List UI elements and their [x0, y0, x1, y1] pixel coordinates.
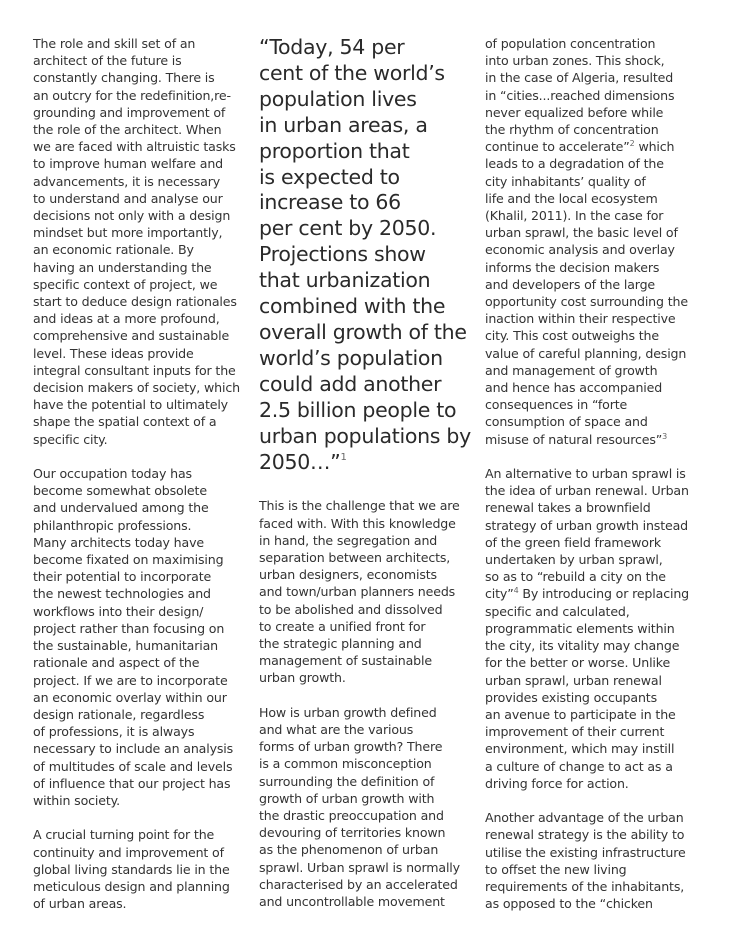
- text-line: city inhabitants’ quality of: [485, 173, 646, 189]
- text-line: sprawl. Urban sprawl is normally: [259, 859, 460, 875]
- footnote-ref[interactable]: 3: [662, 431, 668, 441]
- column-right: [485, 35, 705, 930]
- text-line: decisions not only with a design: [33, 208, 231, 224]
- text-line: to offset the new living: [485, 861, 627, 877]
- quote-line: per cent by 2050.: [259, 216, 437, 241]
- text-line: specific and calculated,: [485, 603, 630, 619]
- text-line: of population concentration: [485, 36, 656, 51]
- text-line: A crucial turning point for the: [33, 827, 215, 843]
- text-line: in the case of Algeria, resulted: [485, 70, 674, 86]
- text-segment: city”: [485, 586, 514, 602]
- text-segment: which: [634, 139, 675, 155]
- text-line: decision makers of society, which: [33, 380, 240, 396]
- quote-line: “Today, 54 per: [259, 35, 405, 59]
- text-line: devouring of territories known: [259, 825, 446, 841]
- quote-line: that urbanization: [259, 268, 431, 293]
- column-left: [33, 35, 248, 930]
- paragraph-occupation: [33, 465, 248, 809]
- quote-line: 2.5 billion people to: [259, 397, 457, 422]
- text-line: specific context of project, we: [33, 276, 218, 292]
- text-line: comprehensive and sustainable: [33, 328, 230, 344]
- text-line: strategy of urban growth instead: [485, 517, 688, 533]
- text-line: of urban areas.: [33, 896, 127, 912]
- text-line: programmatic elements within: [485, 620, 675, 636]
- text-line: of professions, it is always: [33, 724, 195, 740]
- text-line: improvement of their current: [485, 724, 665, 740]
- text-line: [485, 585, 705, 602]
- text-line: and hence has accompanied: [485, 380, 663, 396]
- text-line: The role and skill set of an: [33, 36, 196, 51]
- text-line: continuity and improvement of: [33, 844, 224, 860]
- quote-end-text: 2050…”: [259, 449, 341, 474]
- text-line: to understand and analyse our: [33, 190, 223, 206]
- text-line: opportunity cost surrounding the: [485, 294, 688, 310]
- text-line: and uncontrollable movement: [259, 894, 445, 910]
- text-line: an outcry for the redefinition,re-: [33, 87, 231, 103]
- text-line: the newest technologies and: [33, 586, 211, 602]
- text-line: an economic rationale. By: [33, 242, 194, 258]
- text-line: start to deduce design rationales: [33, 294, 237, 310]
- quote-line: could add another: [259, 371, 442, 396]
- paragraph-urban-growth: [259, 704, 474, 910]
- text-line: and what are the various: [259, 722, 414, 738]
- text-line: leads to a degradation of the: [485, 156, 664, 172]
- text-line: the role of the architect. When: [33, 122, 222, 138]
- text-line: workflows into their design/: [33, 603, 204, 619]
- paragraph-urban-renewal: [485, 465, 705, 792]
- text-line: become somewhat obsolete: [33, 483, 207, 499]
- text-line: and undervalued among the: [33, 500, 209, 516]
- text-line: as the phenomenon of urban: [259, 842, 439, 858]
- paragraph-turning-point: [33, 826, 248, 912]
- quote-line: overall growth of the: [259, 319, 467, 344]
- text-line: city. This cost outweighs the: [485, 328, 659, 344]
- text-line: philanthropic professions.: [33, 517, 192, 533]
- text-line: urban designers, economists: [259, 567, 437, 583]
- quote-line: is expected to: [259, 164, 400, 189]
- text-line: within society.: [33, 792, 120, 808]
- text-line: necessary to include an analysis: [33, 741, 234, 757]
- text-line: characterised by an accelerated: [259, 876, 458, 892]
- text-line: in hand, the segregation and: [259, 532, 438, 548]
- text-line: the strategic planning and: [259, 636, 422, 652]
- text-line: as opposed to the “chicken: [485, 896, 653, 912]
- text-line: environment, which may instill: [485, 741, 675, 757]
- text-line: How is urban growth defined: [259, 704, 437, 720]
- text-line: of influence that our project has: [33, 775, 231, 791]
- text-line: the sustainable, humanitarian: [33, 638, 218, 654]
- text-line: into urban zones. This shock,: [485, 53, 665, 69]
- paragraph-architect-role: [33, 35, 248, 448]
- text-line: integral consultant inputs for the: [33, 362, 236, 378]
- text-segment: continue to accelerate”: [485, 139, 630, 155]
- text-line: a culture of change to act as a: [485, 758, 673, 774]
- text-line: an avenue to participate in the: [485, 706, 676, 722]
- text-line: to create a unified front for: [259, 618, 426, 634]
- text-line: and ideas at a more profound,: [33, 311, 220, 327]
- quote-line: Projections show: [259, 242, 426, 267]
- text-line: rationale and aspect of the: [33, 655, 200, 671]
- text-line: constantly changing. There is: [33, 70, 215, 86]
- text-line: their potential to incorporate: [33, 569, 212, 585]
- text-line: requirements of the inhabitants,: [485, 878, 685, 894]
- text-line: project rather than focusing on: [33, 620, 225, 636]
- text-line: consequences in “forte: [485, 397, 628, 413]
- text-line: urban sprawl, the basic level of: [485, 225, 678, 241]
- text-line: [485, 138, 705, 155]
- text-line: An alternative to urban sprawl is: [485, 466, 686, 482]
- text-line: renewal strategy is the ability to: [485, 827, 685, 843]
- text-line: forms of urban growth? There: [259, 739, 443, 755]
- text-line: have the potential to ultimately: [33, 397, 228, 413]
- column-middle: [259, 35, 474, 927]
- paragraph-challenge: [259, 497, 474, 686]
- text-line: (Khalil, 2011). In the case for: [485, 208, 664, 224]
- text-line: urban growth.: [259, 670, 346, 686]
- quote-line: combined with the: [259, 294, 446, 319]
- text-line: in “cities...reached dimensions: [485, 87, 675, 103]
- text-line: advancements, it is necessary: [33, 173, 221, 189]
- text-line: the city, its vitality may change: [485, 638, 680, 654]
- text-line: management of sustainable: [259, 653, 432, 669]
- footnote-ref[interactable]: 2: [629, 139, 635, 149]
- text-line: architect of the future is: [33, 53, 182, 69]
- text-line: of the green field framework: [485, 534, 661, 550]
- text-line: never equalized before while: [485, 104, 664, 120]
- text-line: provides existing occupants: [485, 689, 657, 705]
- quote-line: [259, 450, 474, 476]
- quote-line: population lives: [259, 86, 417, 111]
- text-line: the rhythm of concentration: [485, 122, 659, 138]
- text-line: an economic overlay within our: [33, 689, 227, 705]
- text-line: economic analysis and overlay: [485, 242, 675, 258]
- quote-line: increase to 66: [259, 190, 401, 215]
- text-line: is a common misconception: [259, 756, 432, 772]
- quote-line: urban populations by: [259, 423, 471, 448]
- quote-line: in urban areas, a: [259, 112, 428, 137]
- text-line: become fixated on maximising: [33, 552, 224, 568]
- text-line: driving force for action.: [485, 775, 629, 791]
- text-line: for the better or worse. Unlike: [485, 655, 671, 671]
- quote-line: proportion that: [259, 138, 410, 163]
- footnote-ref[interactable]: 4: [513, 586, 519, 596]
- text-line: growth of urban growth with: [259, 790, 435, 806]
- paragraph-population-concentration: [485, 35, 705, 448]
- text-line: the drastic preoccupation and: [259, 808, 444, 824]
- text-line: of multitudes of scale and levels: [33, 758, 233, 774]
- quote-line: world’s population: [259, 345, 443, 370]
- text-line: This is the challenge that we are: [259, 498, 460, 514]
- text-segment: By introducing or replacing: [518, 586, 689, 602]
- text-line: Many architects today have: [33, 534, 204, 550]
- text-line: renewal takes a brownfield: [485, 500, 651, 516]
- text-line: meticulous design and planning: [33, 878, 230, 894]
- text-line: utilise the existing infrastructure: [485, 844, 686, 860]
- text-line: level. These ideas provide: [33, 345, 194, 361]
- text-line: to improve human welfare and: [33, 156, 223, 172]
- text-line: specific city.: [33, 431, 108, 447]
- text-line: consumption of space and: [485, 414, 648, 430]
- text-line: we are faced with altruistic tasks: [33, 139, 236, 155]
- text-line: project. If we are to incorporate: [33, 672, 228, 688]
- text-line: and management of growth: [485, 362, 658, 378]
- text-line: Our occupation today has: [33, 466, 192, 482]
- paragraph-renewal-advantage: [485, 809, 705, 912]
- text-line: having an understanding the: [33, 259, 212, 275]
- pull-quote: [259, 35, 474, 475]
- text-line: to be abolished and dissolved: [259, 601, 443, 617]
- text-segment: misuse of natural resources”: [485, 431, 663, 447]
- text-line: urban sprawl, urban renewal: [485, 672, 662, 688]
- text-line: global living standards lie in the: [33, 861, 230, 877]
- text-line: mindset but more importantly,: [33, 225, 223, 241]
- text-line: [485, 431, 705, 448]
- text-line: life and the local ecosystem: [485, 190, 658, 206]
- text-line: undertaken by urban sprawl,: [485, 552, 663, 568]
- text-line: inaction within their respective: [485, 311, 676, 327]
- text-line: the idea of urban renewal. Urban: [485, 483, 689, 499]
- text-line: informs the decision makers: [485, 259, 660, 275]
- text-line: surrounding the definition of: [259, 773, 435, 789]
- text-line: separation between architects,: [259, 550, 451, 566]
- text-line: so as to “rebuild a city on the: [485, 569, 666, 585]
- text-line: and town/urban planners needs: [259, 584, 456, 600]
- text-line: Another advantage of the urban: [485, 810, 684, 826]
- text-line: grounding and improvement of: [33, 104, 226, 120]
- text-line: shape the spatial context of a: [33, 414, 217, 430]
- text-line: value of careful planning, design: [485, 345, 687, 361]
- text-line: faced with. With this knowledge: [259, 515, 456, 531]
- quote-line: cent of the world’s: [259, 60, 445, 85]
- footnote-ref[interactable]: 1: [340, 451, 347, 463]
- text-line: design rationale, regardless: [33, 706, 205, 722]
- text-line: and developers of the large: [485, 276, 656, 292]
